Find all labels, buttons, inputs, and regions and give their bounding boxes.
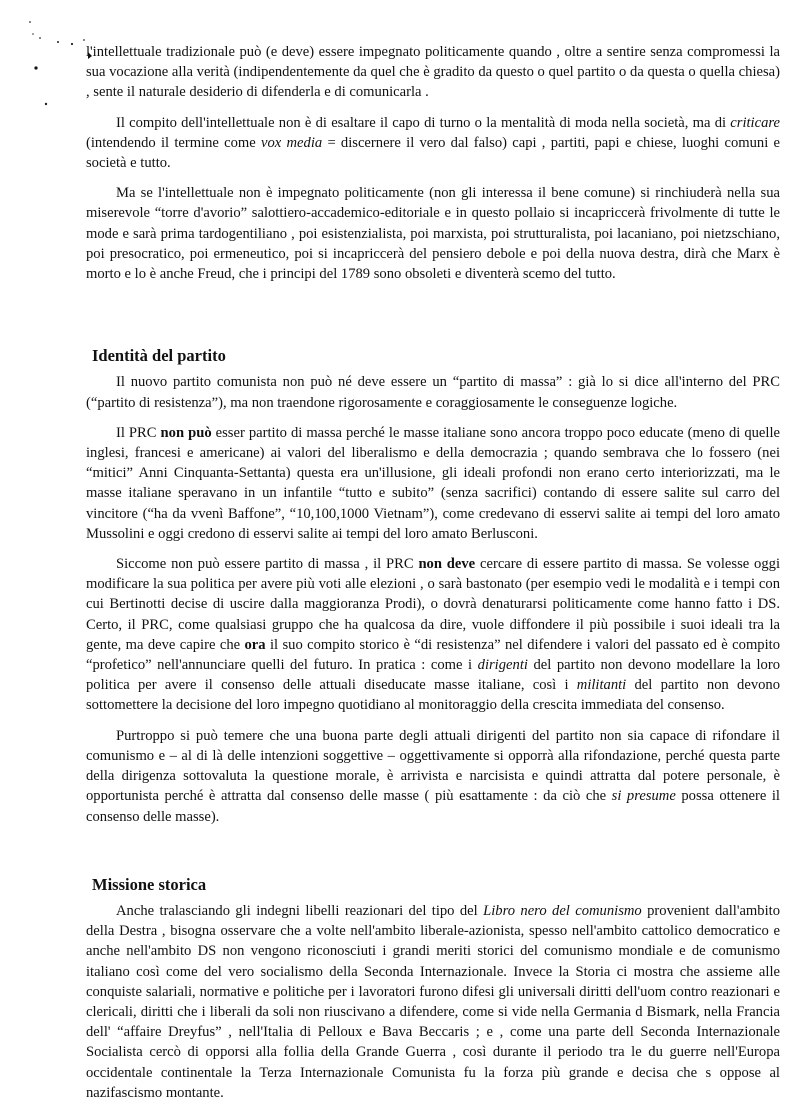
text-run: Purtroppo si può temere che una buona parte degli attuali dirigenti del partito non sia capace di rifondare il comunismo e – al di là delle intenzioni soggettive – oggettivamente si opporrà alla rifondazione, perché questa parte della dirigenza sottovaluta la questione morale, è arrivista e narcisista e quindi attratta dal potere personale, è opportunista perché è attratta dal consenso delle masse ( più esattamente : da ciò che [86, 727, 780, 805]
text-run: Anche tralasciando gli indegni libelli reazionari del tipo del [116, 902, 484, 919]
identita-paragraph-1: Il nuovo partito comunista non può né deve essere un “partito di massa” : già lo si dice all'interno del PRC (“partito di resistenza”), ma non traendone rigorosamente e coraggiosamente le conseguenze logiche. [86, 374, 780, 411]
document-body [86, 42, 780, 1113]
text-run: del partito non devono sottomettere la decisione del loro impegno quotidiano al monitoraggio della crescita immediata del consenso. [86, 677, 781, 714]
text-run: Siccome non può essere partito di massa , il PRC [116, 556, 419, 573]
intro-paragraph-1: l'intellettuale tradizionale può (e deve) essere impegnato politicamente quando , oltre a sentire senza compromessi la sua vocazione alla verità (indipendentemente da quel che è gradito da questo o quel partito o da questa o quella chiesa) , sente il naturale desiderio di difenderla e di comunicarla . [86, 44, 780, 101]
text-run: il suo compito storico è “di resistenza” nel difendere i valori del passato ed è compito “profetico” nell'annunciare quelli del futuro. In pratica : come i [86, 636, 780, 674]
identita-paragraph-2 [86, 423, 780, 544]
section-spacer [86, 294, 780, 346]
emphasis-libro-nero: Libro nero del comunismo [483, 902, 642, 919]
emphasis-vox-media: vox media [261, 134, 323, 151]
text-run: del partito non devono modellare la loro politica per avere il consenso delle attuali diseducate masse italiane, così i [86, 657, 780, 694]
text-run: Il PRC [116, 424, 161, 441]
bold-non-deve: non deve [418, 556, 476, 573]
text-run: provenient dall'ambito della Destra , bisogna osservare che a volte nell'ambito liberale-azionista, spesso nell'ambito cattolico democratico e anche nell'ambito DS non vengono riconosciuti i grandi meriti storici del comunismo mondiale e de comunismo italiano così come del vero socialismo della Seconda Internazionale. Invece la Storia ci mostra che assieme alle conquiste salariali, normative e politiche per i lavoratori furono difesi gli universali diritti dell'uom contro reazionari e clericali, diritti che i liberali da soli non riuscivano a difendere, come si vide nella Germania d Bismark, nella Francia dell' “affaire Dreyfus” , nell'Italia di Pelloux e Bava Beccaris ; e , come una parte dell Seconda Internazionale Socialista cercò di opporsi alla follia della Grande Guerra , così durante il periodo tra le du guerre nell'Europa occidentale continentale la Terza Internazionale Comunista fu la forza più grande e decisa che s oppose al nazifascismo montante. [86, 902, 780, 1101]
text-run: = discernere il vero dal falso) capi , partiti, papi e chiese, luoghi comuni e società e tutto. [86, 134, 780, 172]
text-run: cercare di essere partito di massa. Se volesse oggi modificare la sua politica per avere più voti alle elezioni , o sarà bastonato (per esempio vedi le modalità e i tempi con cui Bertinotti decise di uscire dalla maggioranza Prodi), o dovrà denaturarsi politicamente come hanno fatto i DS. Certo, il PRC, come qualsiasi gruppo che ha qualcosa da dire, vuole diffondere il più possibile i suoi ideali tra la gente, ma deve capire che [86, 556, 781, 653]
text-run: possa ottenere il consenso delle masse). [86, 788, 780, 825]
intro-paragraph-3: Ma se l'intellettuale non è impegnato politicamente (non gli interessa il bene comune) si rinchiuderà nella sua miserevole “torre d'avorio” salottiero-accademico-editoriale e in questo pollaio si incapriccerà frivolmente di tutte le mode e sarà prima tardogentiliano , poi esistenzialista, poi marxista, poi strutturalista, poi lacaniano, poi nietzschiano, poi presocratico, poi ermeneutico, poi si incapriccerà del pensiero debole e poi della nuova destra, dirà che Marx è morto e lo è anche Freud, che i principi del 1789 sono obsoleti e diventerà scemo del tutto. [86, 185, 780, 283]
emphasis-dirigenti: dirigenti [477, 657, 528, 674]
bold-ora: ora [244, 636, 266, 653]
section-spacer [86, 837, 780, 875]
text-run: Il compito dell'intellettuale non è di esaltare il capo di turno o la mentalità di moda nella società, ma di [116, 114, 731, 131]
identita-paragraph-3 [86, 554, 780, 716]
missione-paragraph-1 [86, 901, 780, 1103]
text-run: esser partito di massa perché le masse italiane sono ancora troppo poco educate (meno di quelle inglesi, francesi e americane) ai valori del liberalismo e della democrazia ; quando sembrava che lo fossero (nei “mitici” Anni Cinquanta-Settanta) questa era un'illusione, gli ideali profondi non erano certo interiorizzati, ma le masse italiane speravano in un infantile “tutto e subito” (senza sacrifici) contando di essere salite sul carro del vincitore (“ha da vvenì Baffone”, “10,100,1000 Vietnam”), come credevano di esservi salite ai tempi del loro amato Mussolini e oggi credono di esservi salite ai tempi del loro amato Berlusconi. [86, 424, 780, 542]
emphasis-criticare: criticare [730, 114, 780, 131]
section-title-identita: Identità del partito [92, 346, 226, 366]
identita-paragraph-4 [86, 726, 780, 827]
emphasis-si-presume: si presume [611, 788, 676, 805]
bold-non-puo: non può [160, 424, 212, 441]
emphasis-militanti: militanti [576, 677, 627, 694]
section-title-missione: Missione storica [92, 874, 207, 894]
text-run: (intendendo il termine come [86, 134, 262, 151]
intro-paragraph-2 [86, 113, 780, 174]
